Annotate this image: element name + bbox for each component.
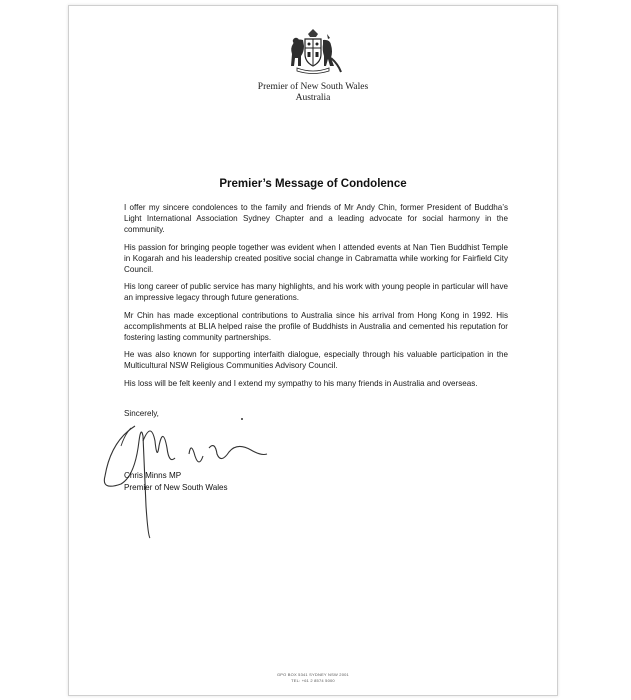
paragraph: He was also known for supporting interfaith dialogue, especially through his valuable participation in the Multicultural NSW Religious Communities Advisory Council.	[124, 350, 508, 371]
ink-dot	[241, 418, 243, 420]
letterhead-country: Australia	[295, 93, 331, 103]
nsw-coat-of-arms-icon	[281, 28, 345, 76]
paragraph: Mr Chin has made exceptional contributions to Australia since his arrival from Hong Kong in 1992. His accomplishments at BLIA helped raise the profile of Buddhists in Australia and cemented his reputation for fostering lasting community partnerships.	[124, 310, 508, 343]
footer-phone: TEL: +61 2 8574 5000	[291, 678, 335, 683]
paragraph: His loss will be felt keenly and I extend my sympathy to his many friends in Australia and overseas.	[124, 378, 478, 388]
letterhead-office: Premier of New South Wales	[257, 82, 369, 92]
letter-title: Premier’s Message of Condolence	[219, 178, 407, 190]
signatory-title: Premier of New South Wales	[124, 483, 228, 492]
paragraph: I offer my sincere condolences to the family and friends of Mr Andy Chin, former President of Buddha’s Light International Association Sydney Chapter and a leading advocate for social harmony in the community.	[124, 203, 508, 235]
footer-address: GPO BOX 5341 SYDNEY NSW 2001	[276, 672, 349, 677]
letter-body	[124, 202, 508, 395]
paragraph: His passion for bringing people together was evident when I attended events at Nan Tien Buddhist Temple in Kogarah and his leadership created positive social change in Cabramatta while working for Fairfield City Council.	[124, 242, 508, 275]
signatory-name: Chris Minns MP	[124, 471, 182, 480]
letter-page	[68, 5, 558, 696]
paragraph: His long career of public service has many highlights, and his work with young people in particular will have an impressive legacy through future generations.	[124, 282, 508, 303]
closing: Sincerely,	[124, 409, 159, 418]
handwritten-signature	[91, 386, 291, 541]
